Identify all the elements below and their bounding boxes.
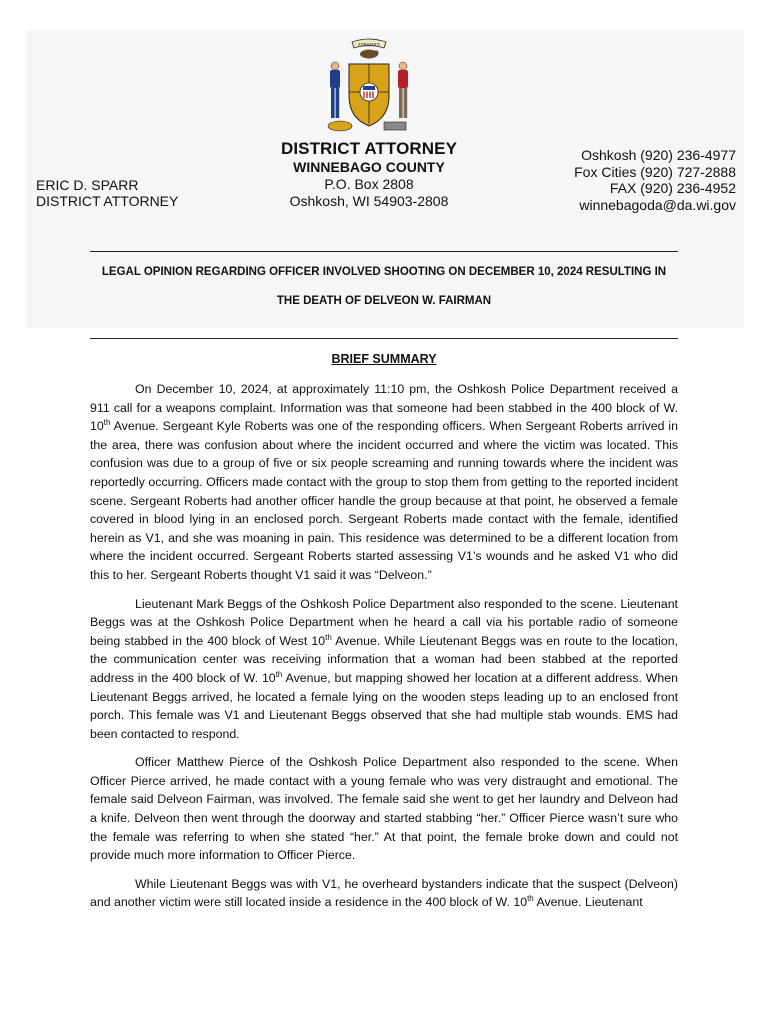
wisconsin-state-seal — [316, 34, 422, 140]
attorney-name: ERIC D. SPARR — [36, 177, 139, 193]
phone-oshkosh: Oshkosh (920) 236-4977 — [581, 147, 736, 163]
office-title: DISTRICT ATTORNEY — [280, 139, 458, 158]
seal-motto: FORWARD — [358, 42, 380, 48]
paragraph-3: Officer Matthew Pierce of the Oshkosh Police Department also responded to the scene. When Officer Pierce arrived, he made contact with a young female who was very distraught and emotional. The female said Delveon Fairman, was involved. The female said she went to get her laundry and Delveon had a knife. Delveon then went through the doorway and started stabbing “her.” Officer Pierce wasn’t sure who the female was referring to when she stated “her.” At that point, the female broke down and could not provide much more information to Officer Pierce. — [90, 755, 678, 863]
paragraph-2: Lieutenant Mark Beggs of the Oshkosh Police Department also responded to the scene. Lieutenant Beggs was at the Oshkosh Police Department when he heard a call via his portable radio of someone being stabbed in the 400 block of West 10th Avenue. While Lieutenant Beggs was en route to the location, the communication center was receiving information that a woman had been stabbed at the reported address in the 400 block of W. 10th Avenue, but mapping showed her location at a different address. When Lieutenant Beggs arrived, he located a female lying on the wooden steps leading up to an enclosed front porch. This female was V1 and Lieutenant Beggs observed that she had multiple stab wounds. EMS had been contacted to respond. — [90, 596, 678, 741]
city-state-zip: Oshkosh, WI 54903-2808 — [289, 193, 449, 209]
summary-title: BRIEF SUMMARY — [331, 352, 437, 366]
county-name: WINNEBAGO COUNTY — [293, 159, 445, 175]
bottom-divider — [90, 338, 678, 339]
fax-number: FAX (920) 236-4952 — [609, 180, 736, 196]
paragraph-4: While Lieutenant Beggs was with V1, he overheard bystanders indicate that the suspect (Delveon) and another victim were still located inside a residence in the 400 block of W. 10th Avenue. Lieutenant — [90, 876, 678, 910]
email-address[interactable]: winnebagoda@da.wi.gov — [579, 196, 736, 213]
po-box: P.O. Box 2808 — [324, 176, 414, 192]
document-body — [90, 380, 678, 922]
contact-block — [574, 147, 736, 213]
document-heading-line1: LEGAL OPINION REGARDING OFFICER INVOLVED SHOOTING ON DECEMBER 10, 2024 RESULTING IN — [101, 266, 667, 278]
phone-fox-cities: Fox Cities (920) 727-2888 — [574, 163, 736, 180]
attorney-block — [36, 177, 178, 209]
paragraph-1: On December 10, 2024, at approximately 11:10 pm, the Oshkosh Police Department received a 911 call for a weapons complaint. Information was that someone had been stabbed in the 400 block of W. 10th Avenue. Sergeant Kyle Roberts was one of the responding officers. When Sergeant Roberts arrived in the area, there was confusion about where the incident occurred and where the victim was located. This confusion was due to a group of five or six people screaming and running towards where the incident was reportedly occurring. Officers made contact with the group to stop them from getting to the reported incident scene. Sergeant Roberts had another officer handle the group because at that point, he observed a female covered in blood lying in an enclosed porch. Sergeant Roberts made contact with the female, identified herein as V1, and she was moaning in pain. This residence was determined to be a different location from where the incident occurred. Sergeant Roberts started assessing V1’s wounds and he asked V1 who did this to her. Sergeant Roberts thought V1 said it was “Delveon.” — [90, 382, 678, 582]
document-heading-line2: THE DEATH OF DELVEON W. FAIRMAN — [276, 295, 492, 307]
attorney-title: DISTRICT ATTORNEY — [36, 193, 179, 209]
top-divider — [90, 251, 678, 252]
